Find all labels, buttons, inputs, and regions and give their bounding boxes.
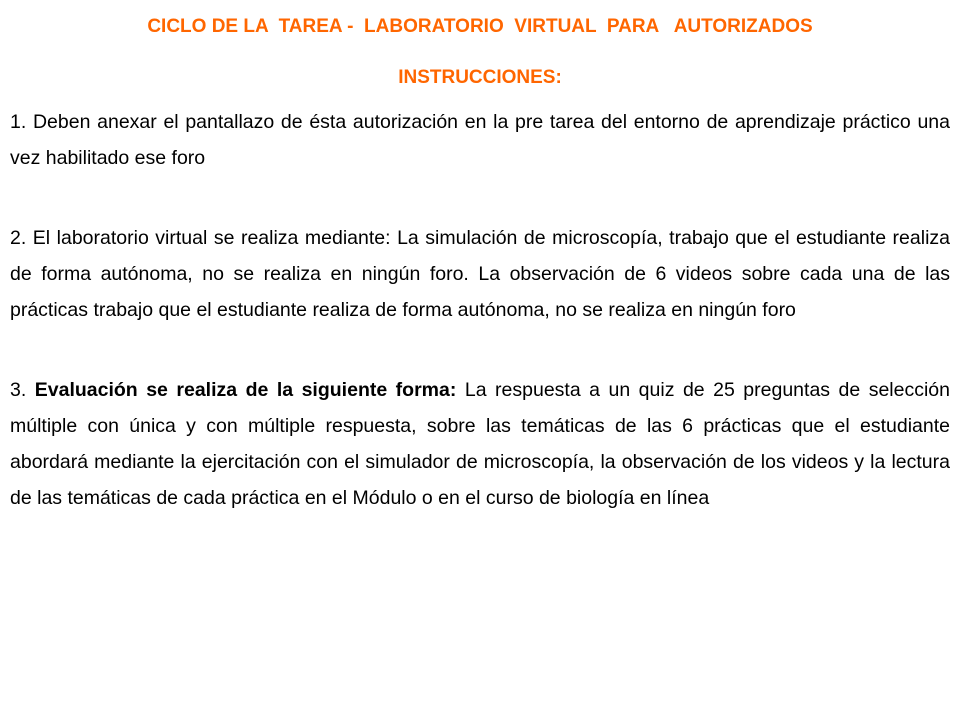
instruction-number: 2. bbox=[10, 227, 27, 249]
instructions-list bbox=[10, 104, 950, 560]
instruction-text: Deben anexar el pantallazo de ésta autorización en la pre tarea del entorno de aprendizaje práctico una vez habilitado ese foro bbox=[10, 111, 950, 169]
instruction-number: 3. bbox=[10, 379, 27, 401]
instruction-text: El laboratorio virtual se realiza mediante: La simulación de microscopía, trabajo que el estudiante realiza de forma autónoma, no se realiza en ningún foro. La observación de 6 videos sobre cada una de las prácticas trabajo que el estudiante realiza de forma autónoma, no se realiza en ningún foro bbox=[10, 227, 951, 321]
instruction-text: La respuesta a un quiz de 25 preguntas de selección múltiple con única y con múltiple respuesta, sobre las temáticas de las 6 prácticas que el estudiante abordará mediante la ejercitación con el simulador de microscopía, la observación de los videos y la lectura de las temáticas de cada práctica en el Módulo o en el curso de biología en línea bbox=[10, 379, 951, 509]
instruction-number: 1. bbox=[10, 111, 27, 133]
instruction-item-1 bbox=[10, 104, 950, 176]
instruction-item-2 bbox=[10, 220, 950, 328]
instruction-lead-in: Evaluación se realiza de la siguiente forma: bbox=[34, 379, 457, 401]
instruction-item-3 bbox=[10, 372, 950, 516]
document-title: CICLO DE LA TAREA - LABORATORIO VIRTUAL PARA AUTORIZADOS bbox=[147, 16, 813, 37]
instructions-heading: INSTRUCCIONES: bbox=[398, 67, 562, 88]
